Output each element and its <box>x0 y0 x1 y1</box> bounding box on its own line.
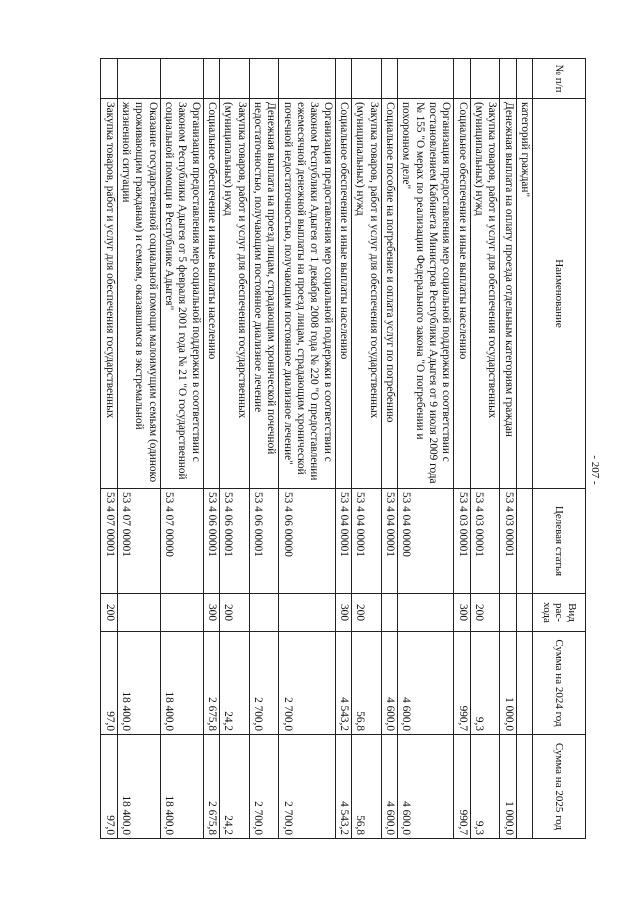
header-type: Вид рас-хода <box>533 594 586 632</box>
cell-type <box>381 594 397 632</box>
cell-2024: 2 700,0 <box>249 632 279 735</box>
cell-2025 <box>516 735 532 839</box>
cell-name: Закупка товаров, работ и услуг для обеспечения государственных <box>101 99 117 489</box>
cell-2025: 4 600,0 <box>381 735 397 839</box>
header-num: № п/п <box>533 59 586 99</box>
cell-code: 53 4 04 00001 <box>381 489 397 594</box>
table-row <box>203 59 219 839</box>
cell-code: 53 4 03 00001 <box>454 489 470 594</box>
cell-2025: 4 600,0 <box>398 735 454 839</box>
cell-num <box>470 59 500 99</box>
table-row <box>516 59 532 839</box>
table-row <box>279 59 335 839</box>
cell-type <box>160 594 203 632</box>
cell-2025: 1 000,0 <box>500 735 516 839</box>
cell-code: 53 4 03 00001 <box>470 489 500 594</box>
cell-type: 300 <box>203 594 219 632</box>
cell-type <box>249 594 279 632</box>
cell-2025: 990,7 <box>454 735 470 839</box>
cell-num <box>500 59 516 99</box>
cell-2024: 18 400,0 <box>117 632 160 735</box>
cell-name: Социальное обеспечение и иные выплаты населению <box>203 99 219 489</box>
cell-type: 200 <box>101 594 117 632</box>
cell-code: 53 4 04 00001 <box>335 489 351 594</box>
cell-code: 53 4 07 00000 <box>160 489 203 594</box>
cell-code: 53 4 06 00001 <box>203 489 219 594</box>
cell-name: Социальное пособие на погребение и оплата услуг по погребению <box>381 99 397 489</box>
cell-2025: 18 400,0 <box>117 735 160 839</box>
cell-type <box>398 594 454 632</box>
table-row <box>101 59 117 839</box>
cell-name: Организация предоставления мер социальной поддержки в соответствии с Законом Республики Адыгея от 5 февраля 2001 года № 21 "О государственной социальной помощи в Республике Адыгея" <box>160 99 203 489</box>
cell-2025: 24,2 <box>220 735 250 839</box>
cell-2024: 2 700,0 <box>279 632 335 735</box>
cell-num <box>203 59 219 99</box>
cell-name: Оказание государственной социальной помощи малоимущим семьям (одиноко проживающим гражданам) и семьям, оказавшимся в экстремальной жизненной ситуации <box>117 99 160 489</box>
table-row <box>454 59 470 839</box>
cell-2025: 4 543,2 <box>335 735 351 839</box>
cell-num <box>352 59 382 99</box>
cell-2024: 2 675,8 <box>203 632 219 735</box>
cell-2024: 990,7 <box>454 632 470 735</box>
cell-name: категорий граждан" <box>516 99 532 489</box>
header-code: Целевая статья <box>533 489 586 594</box>
cell-type <box>117 594 160 632</box>
table-row <box>249 59 279 839</box>
cell-code: 53 4 07 00001 <box>117 489 160 594</box>
table-row <box>160 59 203 839</box>
cell-name: Организация предоставления мер социальной поддержки в соответствии с Законом Республики Адыгея от 1 декабря 2008 года № 220 "О предоставлении ежемесячной денежной выплаты на проезд лицам, страдающим хронической почечной недостаточностью, получающим постоянное диализное лечение" <box>279 99 335 489</box>
cell-num <box>381 59 397 99</box>
cell-name: Социальное обеспечение и иные выплаты населению <box>335 99 351 489</box>
cell-num <box>398 59 454 99</box>
cell-code: 53 4 06 00000 <box>279 489 335 594</box>
cell-name: Закупка товаров, работ и услуг для обеспечения государственных (муниципальных) нужд <box>220 99 250 489</box>
cell-code: 53 4 06 00001 <box>249 489 279 594</box>
cell-code: 53 4 04 00001 <box>352 489 382 594</box>
cell-2024: 56,8 <box>352 632 382 735</box>
cell-2025: 9,3 <box>470 735 500 839</box>
cell-num <box>454 59 470 99</box>
cell-num <box>220 59 250 99</box>
table-body <box>101 59 533 839</box>
cell-type <box>279 594 335 632</box>
cell-num <box>117 59 160 99</box>
cell-type <box>500 594 516 632</box>
table-row <box>470 59 500 839</box>
cell-2024: 1 000,0 <box>500 632 516 735</box>
cell-type: 200 <box>470 594 500 632</box>
page-number: - 207 - <box>589 455 601 485</box>
table-row <box>335 59 351 839</box>
header-2025: Сумма на 2025 год <box>533 735 586 839</box>
cell-2025: 18 400,0 <box>160 735 203 839</box>
cell-2024: 24,2 <box>220 632 250 735</box>
cell-num <box>516 59 532 99</box>
table-header-row <box>533 59 586 839</box>
cell-code: 53 4 03 00001 <box>500 489 516 594</box>
cell-num <box>249 59 279 99</box>
cell-type: 200 <box>352 594 382 632</box>
cell-2024 <box>516 632 532 735</box>
header-2024: Сумма на 2024 год <box>533 632 586 735</box>
cell-name: Денежная выплата на проезд лицам, страдающим хронической почечной недостаточностью, получающим постоянное диализное лечение <box>249 99 279 489</box>
table-row <box>381 59 397 839</box>
cell-num <box>101 59 117 99</box>
cell-type <box>516 594 532 632</box>
cell-type: 300 <box>335 594 351 632</box>
cell-code: 53 4 06 00001 <box>220 489 250 594</box>
header-name: Наименование <box>533 99 586 489</box>
cell-type: 200 <box>220 594 250 632</box>
cell-2024: 4 543,2 <box>335 632 351 735</box>
cell-2025: 2 675,8 <box>203 735 219 839</box>
cell-name: Социальное обеспечение и иные выплаты населению <box>454 99 470 489</box>
cell-name: Организация предоставления мер социальной поддержки в соответствии с постановлением Кабинета Министров Республики Адыгея от 9 июля 2009 года № 155 "О мерах по реализации Федерального закона "О погребении и похоронном деле" <box>398 99 454 489</box>
table-row <box>220 59 250 839</box>
cell-num <box>335 59 351 99</box>
cell-num <box>160 59 203 99</box>
cell-2025: 56,8 <box>352 735 382 839</box>
cell-code: 53 4 04 00000 <box>398 489 454 594</box>
cell-2024: 18 400,0 <box>160 632 203 735</box>
table-row <box>398 59 454 839</box>
cell-2024: 4 600,0 <box>398 632 454 735</box>
cell-code: 53 4 07 00001 <box>101 489 117 594</box>
cell-2025: 2 700,0 <box>249 735 279 839</box>
cell-num <box>279 59 335 99</box>
cell-type: 300 <box>454 594 470 632</box>
budget-table <box>100 58 586 839</box>
table-row <box>117 59 160 839</box>
cell-name: Закупка товаров, работ и услуг для обеспечения государственных (муниципальных) нужд <box>352 99 382 489</box>
cell-2024: 9,3 <box>470 632 500 735</box>
table-row <box>352 59 382 839</box>
cell-name: Денежная выплата на оплату проезда отдельным категориям граждан <box>500 99 516 489</box>
table-row <box>500 59 516 839</box>
cell-2025: 2 700,0 <box>279 735 335 839</box>
cell-2024: 97,0 <box>101 632 117 735</box>
cell-2024: 4 600,0 <box>381 632 397 735</box>
cell-2025: 97,0 <box>101 735 117 839</box>
cell-code <box>516 489 532 594</box>
cell-name: Закупка товаров, работ и услуг для обеспечения государственных (муниципальных) нужд <box>470 99 500 489</box>
